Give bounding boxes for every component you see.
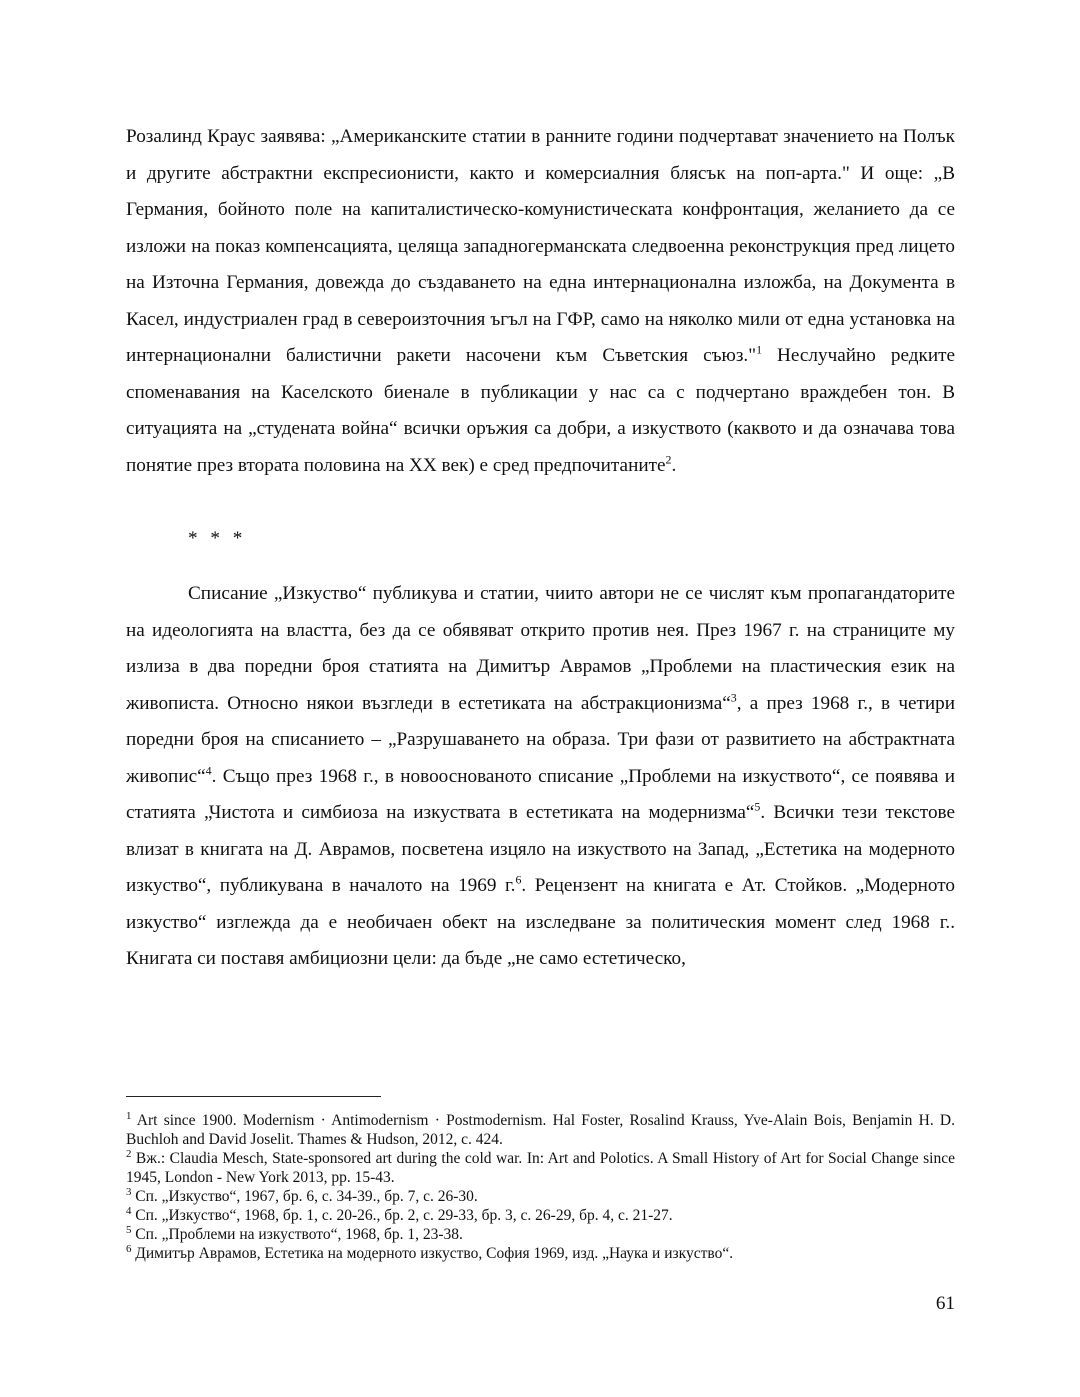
paragraph-text: . xyxy=(671,454,677,476)
footnote-number: 3 xyxy=(126,1185,132,1198)
footnote-text: Art since 1900. Modernism · Antimodernism · Postmodernism. Hal Foster, Rosalind Krauss, Yve-Alain Bois, Benjamin H. D. Buchloh and David Joselit. Thames & Hudson, 2012, с. 424. xyxy=(126,1112,955,1148)
separator-stars: * * * xyxy=(188,528,247,550)
paragraph-krauss-quote xyxy=(126,119,955,484)
document-page xyxy=(126,0,955,1397)
footnote xyxy=(126,1187,955,1206)
footnote-divider xyxy=(126,1096,381,1097)
footnote-reference: 2 xyxy=(665,452,672,467)
footnote-number: 6 xyxy=(126,1242,132,1255)
footnote-text: Сп. „Изкуство“, 1968, бр. 1, с. 20-26., бр. 2, с. 29-33, бр. 3, с. 26-29, бр. 4, с. 21-27. xyxy=(131,1207,673,1224)
footnote-number: 2 xyxy=(126,1147,132,1160)
footnote-reference: 6 xyxy=(515,872,522,887)
paragraph-text: . Всички тези текстове влизат в книгата на Д. Аврамов, посветена изцяло на изкуството на Запад, „Естетика на модерното изкуство“, публикувана в началото на 1969 г. xyxy=(126,802,955,896)
footnote-number: 5 xyxy=(126,1223,132,1236)
paragraph-text: Неслучайно редките споменавания на Каселското биенале в публикации у нас са с подчертано враждебен тон. В ситуацията на „студената война“ всички оръжия са добри, а изкуството (каквото и да означава това понятие през втората половина на XX век) е сред предпочитаните xyxy=(126,345,955,476)
footnote xyxy=(126,1225,955,1244)
footnote-number: 1 xyxy=(126,1109,132,1122)
paragraph-text: , а през 1968 г., в четири поредни броя на списанието – „Разрушаването на образа. Три фази от развитието на абстрактната живопис“ xyxy=(126,692,955,787)
main-text xyxy=(126,119,955,978)
footnote-text: Димитър Аврамов, Естетика на модерното изкуство, София 1969, изд. „Наука и изкуство“. xyxy=(131,1245,734,1262)
footnote-list xyxy=(126,1111,955,1263)
footnote-text: Сп. „Проблеми на изкуството“, 1968, бр. 1, 23-38. xyxy=(131,1226,463,1243)
footnote xyxy=(126,1111,955,1149)
footnote-text: Вж.: Claudia Mesch, State-sponsored art during the cold war. In: Art and Polotics. A Small History of Art for Social Change since 1945, London - New York 2013, pp. 15-43. xyxy=(126,1150,955,1186)
footnotes xyxy=(126,1096,955,1263)
footnote xyxy=(126,1244,955,1263)
footnote-reference: 3 xyxy=(730,690,737,705)
footnote-reference: 5 xyxy=(754,799,761,814)
paragraph-text: Розалинд Краус заявява: „Американските статии в ранните години подчертават значението на Полък и другите абстрактни експресионисти, както и комерсиалния блясък на поп-арта." И още: „В Германия, бойното поле на капиталистическо-комунистическата конфронтация, желанието да се изложи на показ компенсацията, целяща западногерманската следвоенна реконструкция пред лицето на Източна Германия, довежда до създаването на една интернационална изложба, на Документа в Касел, индустриален град в североизточния ъгъл на ГФР, само на няколко мили от една установка на интернационални балистични ракети насочени към Съветския съюз." xyxy=(126,126,955,366)
footnote-reference: 4 xyxy=(205,763,212,778)
footnote xyxy=(126,1206,955,1225)
footnote-text: Сп. „Изкуство“, 1967, бр. 6, с. 34-39., бр. 7, с. 26-30. xyxy=(131,1188,478,1205)
paragraph-iskustvo-journal xyxy=(126,576,955,978)
footnote-reference: 1 xyxy=(756,342,763,357)
paragraph-text: . Рецензент на книгата е Ат. Стойков. „Модерното изкуство“ изглежда да е необичаен обект на изследване за политическия момент след 1968 г.. Книгата си поставя амбициозни цели: да бъде „не само естетическо, xyxy=(126,875,955,969)
section-separator xyxy=(126,503,955,576)
footnote-number: 4 xyxy=(126,1204,132,1217)
paragraph-text: . Също през 1968 г., в новооснованото списание „Проблеми на изкуството“, се появява и статията „Чистота и симбиоза на изкуствата в естетиката на модернизма“ xyxy=(126,765,955,823)
page-number: 61 xyxy=(935,1293,955,1314)
footnote xyxy=(126,1149,955,1187)
paragraph-text: Списание „Изкуство“ публикува и статии, чиито автори не се числят към пропагандаторите на идеологията на властта, без да се обявяват открито против нея. През 1967 г. на страниците му излиза в два поредни броя статията на Димитър Аврамов „Проблеми на пластическия език на живописта. Относно някои възгледи в естетиката на абстракционизма“ xyxy=(126,583,955,714)
